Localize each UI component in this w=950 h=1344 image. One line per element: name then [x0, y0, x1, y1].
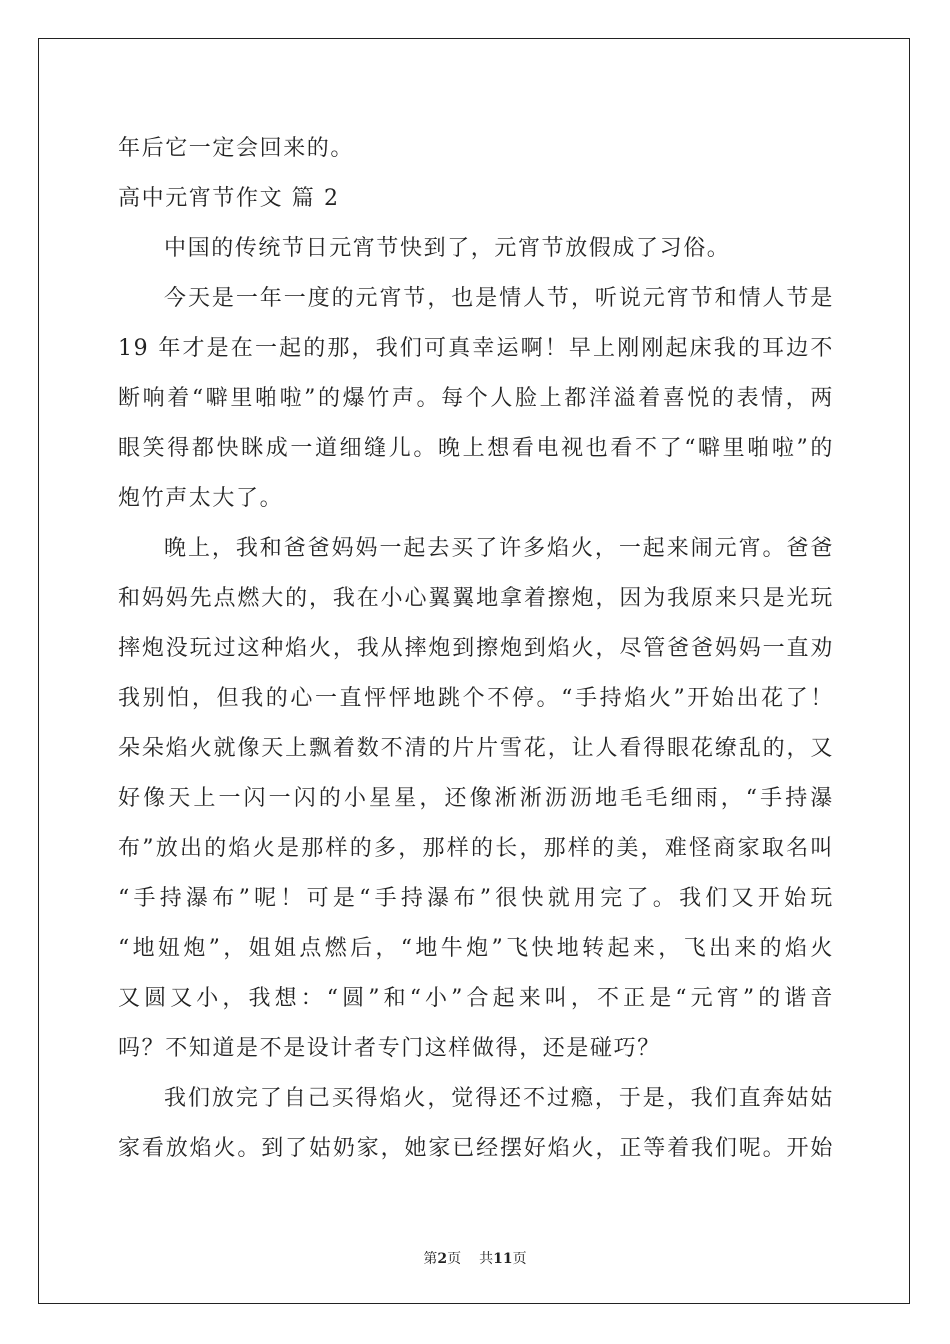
text-line: “手持瀑布”呢！可是“手持瀑布”很快就用完了。我们又开始玩 — [118, 886, 834, 911]
text-line: 今天是一年一度的元宵节，也是情人节，听说元宵节和情人节是 — [164, 286, 834, 311]
text-line: 又圆又小，我想：“圆”和“小”合起来叫，不正是“元宵”的谐音 — [118, 986, 834, 1011]
text-line: 我们放完了自己买得焰火，觉得还不过瘾，于是，我们直奔姑姑 — [164, 1086, 834, 1111]
text-line: 炮竹声太大了。 — [118, 486, 284, 511]
page-label-suffix: 页 — [447, 1251, 462, 1267]
text-line: 我别怕，但我的心一直怦怦地跳个不停。“手持焰火”开始出花了！ — [118, 686, 834, 711]
total-prefix: 共 — [479, 1251, 494, 1267]
section-heading: 高中元宵节作文 篇 2 — [118, 186, 340, 211]
text-line: 家看放焰火。到了姑奶家，她家已经摆好焰火，正等着我们呢。开始 — [118, 1136, 834, 1161]
text-line: “地妞炮”，姐姐点燃后，“地牛炮”飞快地转起来，飞出来的焰火 — [118, 936, 834, 961]
text-line: 朵朵焰火就像天上飘着数不清的片片雪花，让人看得眼花缭乱的，又 — [118, 736, 834, 761]
text-line: 晚上，我和爸爸妈妈一起去买了许多焰火，一起来闹元宵。爸爸 — [164, 536, 834, 561]
page-footer — [0, 1248, 950, 1268]
page-number: 2 — [437, 1251, 448, 1267]
text-line: 年后它一定会回来的。 — [118, 136, 355, 161]
total-suffix: 页 — [512, 1251, 527, 1267]
text-line: 中国的传统节日元宵节快到了，元宵节放假成了习俗。 — [164, 236, 731, 261]
document-body — [118, 127, 834, 1177]
text-line: 19 年才是在一起的那，我们可真幸运啊！早上刚刚起床我的耳边不 — [118, 336, 834, 361]
text-line: 断响着“噼里啪啦”的爆竹声。每个人脸上都洋溢着喜悦的表情，两 — [118, 386, 834, 411]
total-pages: 11 — [493, 1251, 513, 1267]
text-line: 吗？不知道是不是设计者专门这样做得，还是碰巧？ — [118, 1036, 661, 1061]
text-line: 和妈妈先点燃大的，我在小心翼翼地拿着擦炮，因为我原来只是光玩 — [118, 586, 834, 611]
text-line: 摔炮没玩过这种焰火，我从摔炮到擦炮到焰火，尽管爸爸妈妈一直劝 — [118, 636, 834, 661]
page-label-prefix: 第 — [423, 1251, 438, 1267]
text-line: 好像天上一闪一闪的小星星，还像淅淅沥沥地毛毛细雨，“手持瀑 — [118, 786, 834, 811]
text-line: 眼笑得都快眯成一道细缝儿。晚上想看电视也看不了“噼里啪啦”的 — [118, 436, 834, 461]
text-line: 布”放出的焰火是那样的多，那样的长，那样的美，难怪商家取名叫 — [118, 836, 834, 861]
